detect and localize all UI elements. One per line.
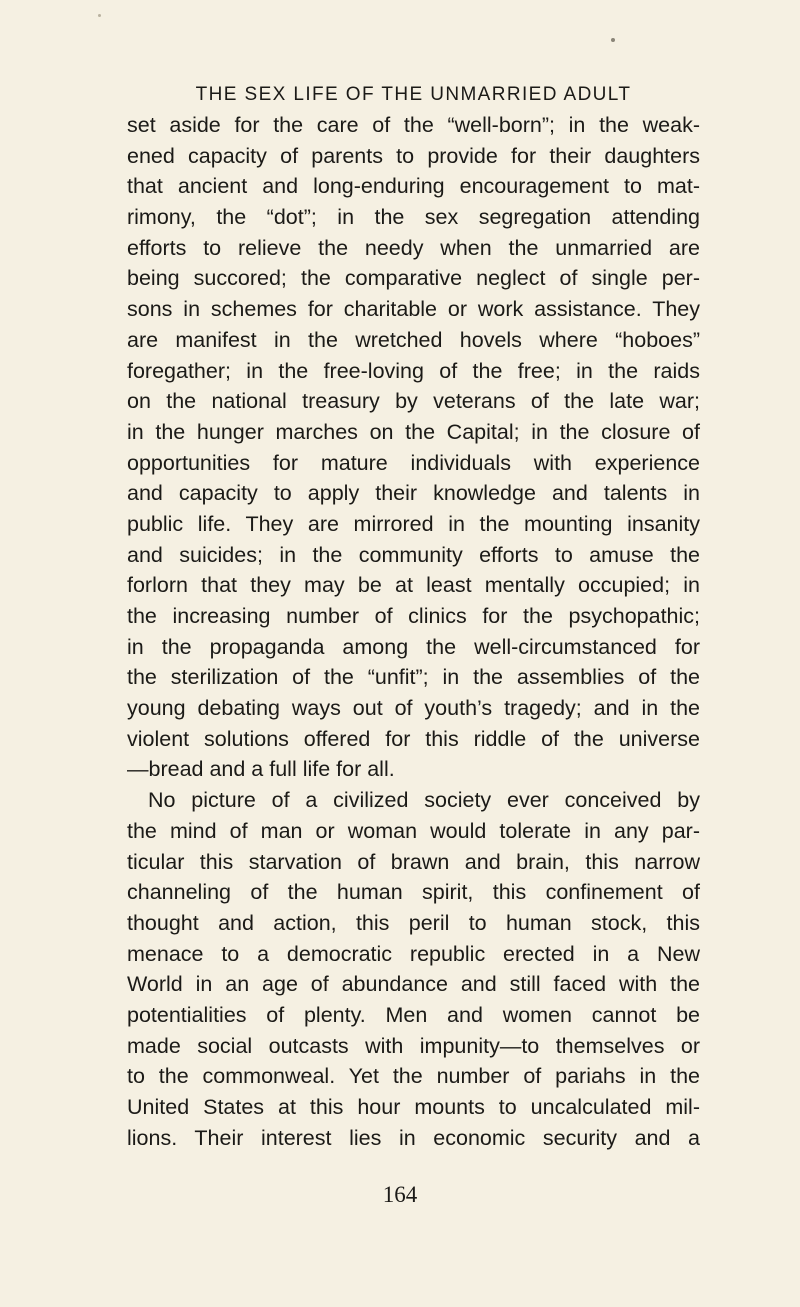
body-text (127, 110, 700, 1153)
text-line: that ancient and long-enduring encouragement to mat- (127, 174, 700, 199)
text-line: the mind of man or woman would tolerate in any par- (127, 818, 700, 843)
text-line: —bread and a full life for all. (127, 757, 395, 782)
text-line: sons in schemes for charitable or work assistance. They (127, 297, 700, 322)
paragraph-2 (127, 785, 700, 1153)
text-line: in the propaganda among the well-circumstanced for (127, 634, 700, 659)
text-line: efforts to relieve the needy when the unmarried are (127, 235, 700, 260)
text-line: violent solutions offered for this riddle of the universe (127, 726, 700, 751)
text-line: on the national treasury by veterans of the late war; (127, 389, 700, 414)
text-line: the sterilization of the “unfit”; in the assemblies of the (127, 665, 700, 690)
text-line: ened capacity of parents to provide for their daughters (127, 143, 700, 168)
text-line: World in an age of abundance and still faced with the (127, 972, 700, 997)
text-line: menace to a democratic republic erected in a New (127, 941, 700, 966)
page-number: 164 (382, 1182, 418, 1207)
text-line: thought and action, this peril to human stock, this (127, 910, 700, 935)
text-line: are manifest in the wretched hovels where “hoboes” (127, 327, 700, 352)
text-line: in the hunger marches on the Capital; in the closure of (127, 419, 700, 444)
text-line: the increasing number of clinics for the psychopathic; (127, 604, 700, 628)
text-line: forlorn that they may be at least mentally occupied; in (127, 573, 700, 598)
text-line: made social outcasts with impunity—to themselves or (127, 1033, 700, 1058)
text-line: and capacity to apply their knowledge and talents in (127, 481, 700, 506)
text-line: ticular this starvation of brawn and brain, this narrow (127, 849, 700, 874)
text-line: opportunities for mature individuals with experience (127, 450, 700, 475)
text-line: potentialities of plenty. Men and women cannot be (127, 1002, 700, 1027)
text-line: United States at this hour mounts to uncalculated mil- (127, 1095, 700, 1119)
text-line: channeling of the human spirit, this confinement of (127, 880, 700, 905)
paper-speck (98, 14, 101, 17)
paper-speck (611, 38, 615, 42)
text-line: public life. They are mirrored in the mounting insanity (127, 511, 700, 536)
text-line: young debating ways out of youth’s tragedy; and in the (127, 696, 700, 721)
paragraph-1 (127, 110, 700, 785)
text-line: being succored; the comparative neglect of single per- (127, 266, 700, 291)
text-line: and suicides; in the community efforts to amuse the (127, 542, 700, 567)
text-line: No picture of a civilized society ever conceived by (148, 788, 700, 813)
text-line: to the commonweal. Yet the number of pariahs in the (127, 1064, 700, 1089)
text-line: lions. Their interest lies in economic security and a (127, 1125, 700, 1150)
text-line: set aside for the care of the “well-born”; in the weak- (127, 113, 700, 137)
text-line: foregather; in the free-loving of the free; in the raids (127, 358, 700, 383)
running-head: THE SEX LIFE OF THE UNMARRIED ADULT (195, 84, 632, 105)
text-line: rimony, the “dot”; in the sex segregation attending (127, 205, 700, 230)
